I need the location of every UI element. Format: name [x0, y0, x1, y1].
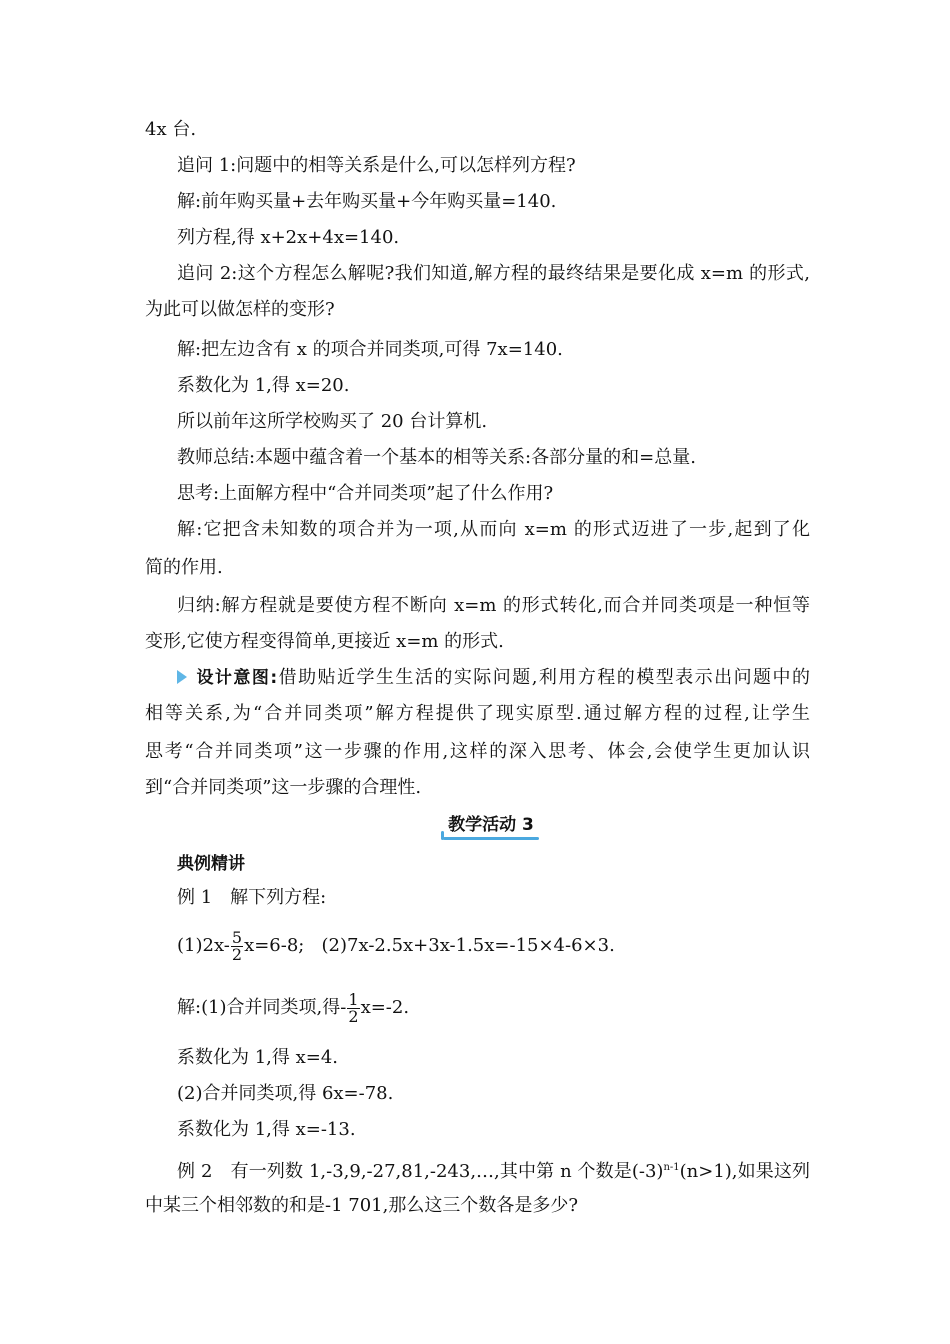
- design-intent-line: 相等关系,为“合并同类项”解方程提供了现实原型.通过解方程的过程,让学生: [145, 703, 810, 724]
- fraction: $\frac{5}{2}$: [231, 927, 243, 964]
- text-line: 简的作用.: [145, 557, 223, 578]
- fraction: $\frac{1}{2}$: [348, 989, 359, 1026]
- example-2-line: 中某三个相邻数的和是-1 701,那么这三个数各是多少?: [145, 1195, 578, 1216]
- solution-line: 系数化为 1,得 x=-13.: [177, 1119, 356, 1140]
- text-line: 变形,它使方程变得简单,更接近 x=m 的形式.: [145, 631, 504, 652]
- triangle-marker-icon: [177, 670, 187, 684]
- thinking-question: 思考:上面解方程中“合并同类项”起了什么作用?: [177, 483, 554, 504]
- text-line: 所以前年这所学校购买了 20 台计算机.: [177, 411, 488, 432]
- example-2-line: 例 2 有一列数 1,-3,9,-27,81,-243,…,其中第 n 个数是$(-3)^{n-1}(n>1)$,如果这列: [177, 1161, 810, 1180]
- solution-line: 系数化为 1,得 x=4.: [177, 1047, 339, 1068]
- subheading: 典例精讲: [177, 854, 245, 874]
- heading-underline: [443, 837, 539, 840]
- answer-line: 解:它把含未知数的项合并为一项,从而向 x=m 的形式迈进了一步,起到了化: [177, 519, 810, 540]
- solution-line: (2)合并同类项,得 6x=-78.: [177, 1083, 394, 1104]
- induction-line: 归纳:解方程就是要使方程不断向 x=m 的形式转化,而合并同类项是一种恒等: [177, 595, 810, 616]
- text-line: 系数化为 1,得 x=20.: [177, 375, 350, 396]
- solution-line: 解:(1)合并同类项,得- $\frac{1}{2}$ x=-2.: [177, 989, 410, 1026]
- answer-line: 解:把左边含有 x 的项合并同类项,可得 7x=140.: [177, 339, 563, 360]
- example-1-title: 例 1 解下列方程:: [177, 887, 327, 908]
- design-intent-line: 思考“合并同类项”这一步骤的作用,这样的深入思考、体会,会使学生更加认识: [145, 741, 810, 762]
- design-intent-label: 设计意图:: [195, 668, 278, 688]
- design-intent-line: 到“合并同类项”这一步骤的合理性.: [145, 777, 422, 798]
- text-line: 为此可以做怎样的变形?: [145, 299, 335, 320]
- question-1: 追问 1:问题中的相等关系是什么,可以怎样列方程?: [177, 155, 576, 176]
- question-2: 追问 2:这个方程怎么解呢?我们知道,解方程的最终结果是要化成 x=m 的形式,: [177, 263, 810, 284]
- teacher-summary: 教师总结:本题中蕴含着一个基本的相等关系:各部分量的和=总量.: [177, 447, 696, 468]
- example-1-equations: (1)2x- $\frac{5}{2}$ x=6-8; (2)7x-2.5x+3x-1.5x=-15×4-6×3.: [177, 927, 615, 964]
- design-intent-line: 设计意图:借助贴近学生生活的实际问题,利用方程的模型表示出问题中的: [177, 666, 810, 690]
- text-line: 4x 台.: [145, 119, 197, 140]
- answer-line: 解:前年购买量+去年购买量+今年购买量=140.: [177, 191, 557, 212]
- section-heading: 教学活动 3: [441, 812, 541, 840]
- equation-line: 列方程,得 x+2x+4x=140.: [177, 227, 400, 248]
